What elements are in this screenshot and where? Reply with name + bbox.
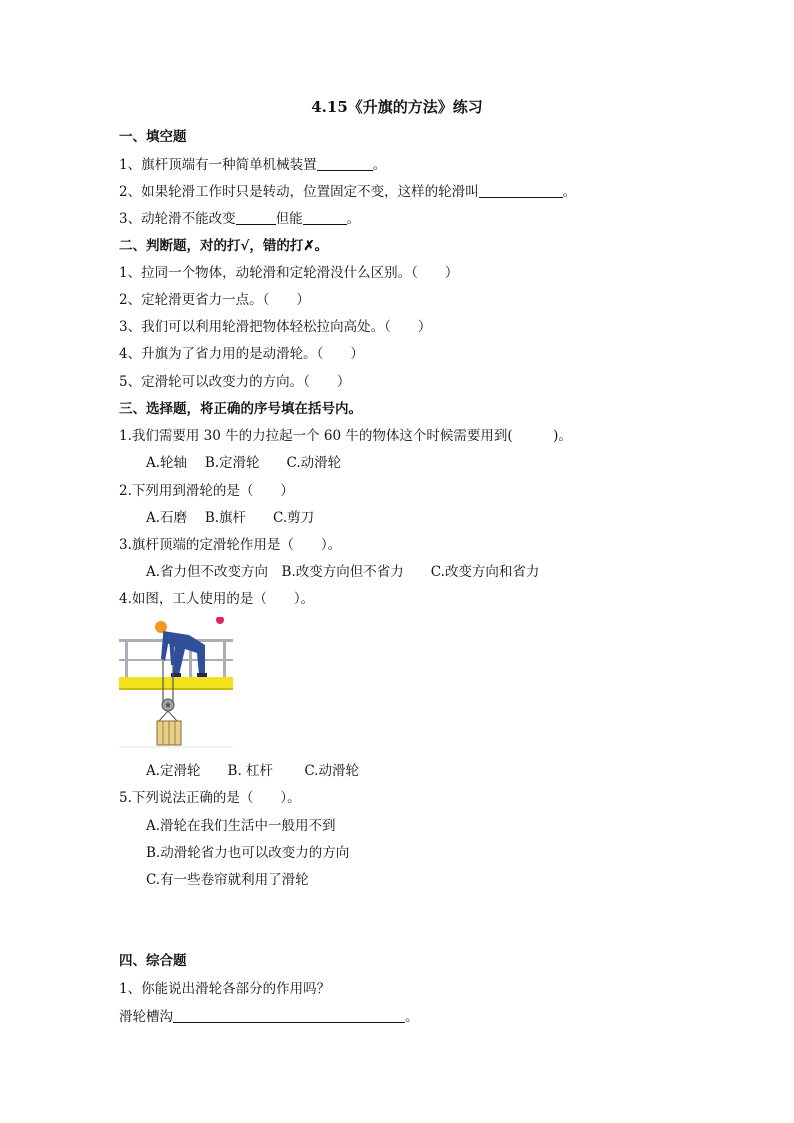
choice-question-1: 1.我们需要用 30 牛的力拉起一个 60 牛的物体这个时候需要用到( )。 <box>119 428 572 444</box>
question-end: 。 <box>346 211 361 227</box>
worker-pulley-figure <box>119 617 233 752</box>
comprehensive-question-1: 1、你能说出滑轮各部分的作用吗？ <box>119 981 331 997</box>
true-false-item-1: 1、拉同一个物体，动轮滑和定轮滑没什么区别。（ ） <box>119 265 459 281</box>
question-text: 但能 <box>275 211 303 227</box>
question-text: 2、如果轮滑工作时只是转动，位置固定不变，这样的轮滑叫 <box>119 184 479 200</box>
question-end: 。 <box>562 184 577 200</box>
section-fill-blank-heading: 一、填空题 <box>119 129 187 145</box>
question-end: 。 <box>372 157 387 173</box>
choice-question-5: 5.下列说法正确的是（ ）。 <box>119 790 301 806</box>
choice-options-2: A.石磨 B.旗杆 C.剪刀 <box>146 510 315 526</box>
comprehensive-answer-line <box>119 1008 419 1026</box>
true-false-item-2: 2、定轮滑更省力一点。（ ） <box>119 292 310 308</box>
choice-option-5c: C.有一些卷帘就利用了滑轮 <box>146 872 309 888</box>
choice-options-1: A.轮轴 B.定滑轮 C.动滑轮 <box>146 455 342 471</box>
question-text: 3、动轮滑不能改变 <box>119 211 236 227</box>
true-false-item-3: 3、我们可以利用轮滑把物体轻松拉向高处。（ ） <box>119 319 432 335</box>
choice-option-5a: A.滑轮在我们生活中一般用不到 <box>146 818 336 834</box>
answer-blank[interactable] <box>317 157 373 171</box>
answer-end: 。 <box>405 1009 419 1025</box>
fill-blank-question-3 <box>119 210 360 228</box>
section-comprehensive-heading: 四、综合题 <box>119 953 187 969</box>
section-true-false-heading: 二、判断题，对的打√，错的打✗。 <box>119 238 329 254</box>
choice-options-3: A.省力但不改变方向 B.改变方向但不省力 C.改变方向和省力 <box>146 564 540 580</box>
answer-blank[interactable] <box>236 211 276 225</box>
choice-option-5b: B.动滑轮省力也可以改变力的方向 <box>146 845 350 861</box>
answer-label: 滑轮槽沟 <box>119 1009 173 1025</box>
fill-blank-question-2 <box>119 183 576 201</box>
true-false-item-5: 5、定滑轮可以改变力的方向。（ ） <box>119 374 351 390</box>
choice-question-2: 2.下列用到滑轮的是（ ） <box>119 483 294 499</box>
answer-blank[interactable] <box>173 1009 405 1023</box>
fill-blank-question-1 <box>119 156 386 174</box>
worker-pulling-pulley-illustration <box>119 617 233 752</box>
answer-blank[interactable] <box>479 184 563 198</box>
page-title: 4.15《升旗的方法》练习 <box>311 98 483 116</box>
true-false-item-4: 4、升旗为了省力用的是动滑轮。（ ） <box>119 346 364 362</box>
choice-options-4: A.定滑轮 B. 杠杆 C.动滑轮 <box>146 763 359 779</box>
answer-blank[interactable] <box>303 211 347 225</box>
choice-question-4: 4.如图，工人使用的是（ ）。 <box>119 591 315 607</box>
section-multiple-choice-heading: 三、选择题，将正确的序号填在括号内。 <box>119 401 362 417</box>
question-text: 1、旗杆顶端有一种简单机械装置 <box>119 157 317 173</box>
choice-question-3: 3.旗杆顶端的定滑轮作用是（ ）。 <box>119 537 342 553</box>
